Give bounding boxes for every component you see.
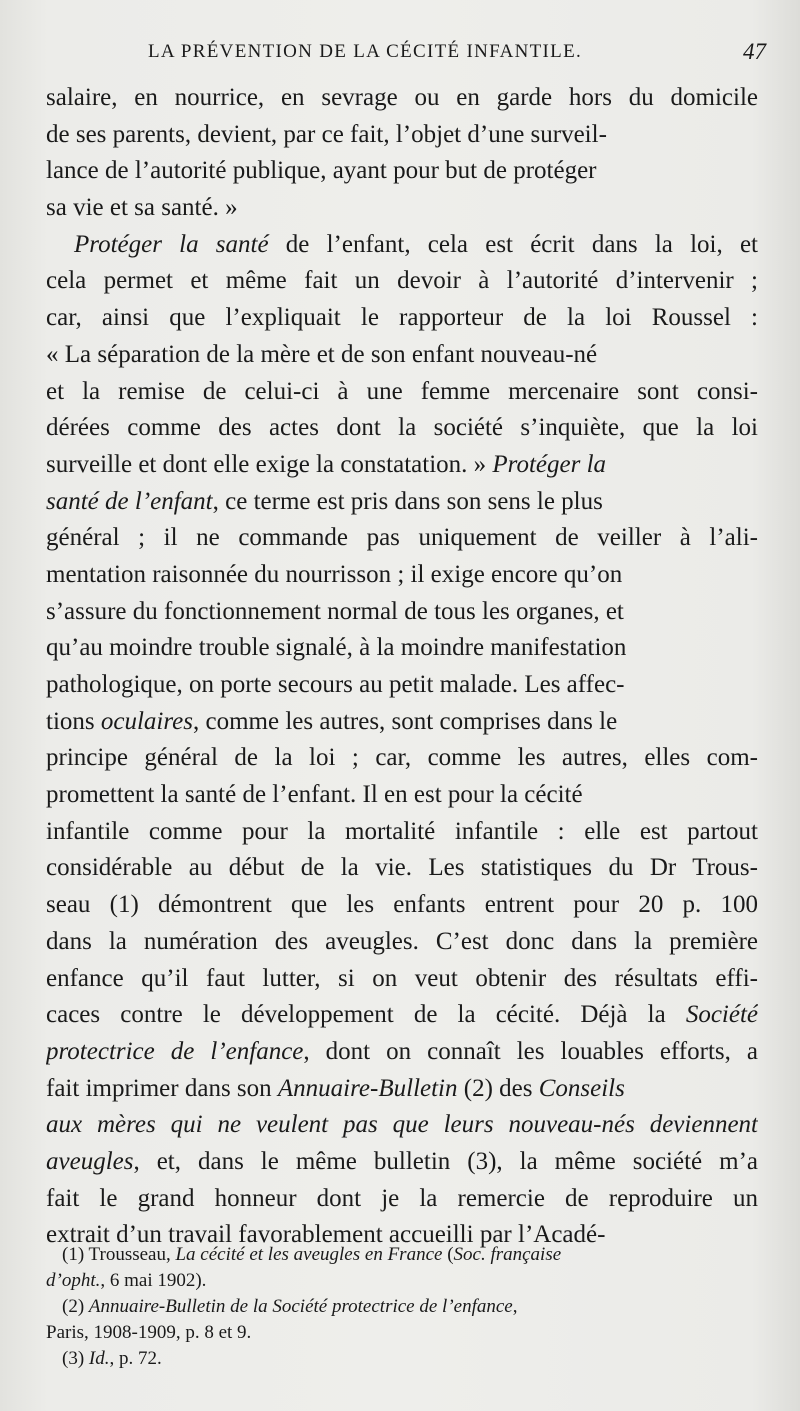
- text-line: lance de l’autorité publique, ayant pour but de protéger: [46, 157, 597, 185]
- emphasis: Protéger la santé: [74, 230, 269, 258]
- emphasis: Soc. française: [453, 1244, 562, 1265]
- text-line: « La séparation de la mère et de son enfant nouveau-né: [46, 340, 598, 368]
- text-line: sa vie et sa santé. »: [46, 194, 238, 222]
- emphasis: La cécité et les aveugles en France: [175, 1244, 443, 1265]
- emphasis: aveugles: [46, 1147, 134, 1175]
- emphasis: Id.: [88, 1348, 110, 1369]
- text-line: de ses parents, devient, par ce fait, l’objet d’une surveil-: [46, 120, 607, 148]
- footnote-line: (2) Annuaire-Bulletin de la Société protectrice de l’enfance,: [62, 1296, 518, 1317]
- text-line: Protéger la santé de l’enfant, cela est écrit dans la loi, et: [74, 230, 758, 258]
- body-text: [46, 80, 758, 1254]
- emphasis: Annuaire-Bulletin: [277, 1074, 458, 1102]
- text-line: pathologique, on porte secours au petit malade. Les affec-: [46, 671, 625, 698]
- text-line: et la remise de celui-ci à une femme mercenaire sont consi-: [46, 377, 758, 405]
- footnote-line: d’opht., 6 mai 1902).: [46, 1270, 207, 1291]
- text-line: général ; il ne commande pas uniquement de veiller à l’ali-: [46, 524, 758, 552]
- emphasis: protectrice de l’enfance: [46, 1037, 304, 1065]
- text-line: considérable au début de la vie. Les statistiques du Dr Trous-: [46, 854, 758, 882]
- text-line: cela permet et même fait un devoir à l’autorité d’intervenir ;: [46, 267, 758, 295]
- text-line: fait le grand honneur dont je la remercie de reproduire un: [46, 1184, 758, 1212]
- text-line: caces contre le développement de la cécité. Déjà la Société: [46, 1001, 758, 1029]
- text-line: protectrice de l’enfance, dont on connaît les louables efforts, a: [46, 1037, 758, 1065]
- text-line: tions oculaires, comme les autres, sont comprises dans le: [46, 707, 618, 735]
- footnote-line: (3) Id., p. 72.: [62, 1348, 162, 1369]
- emphasis: d’opht.: [46, 1270, 101, 1291]
- text-line: fait imprimer dans son Annuaire-Bulletin (2) des Conseils: [46, 1074, 625, 1102]
- text-line: extrait d’un travail favorablement accueilli par l’Acadé-: [46, 1221, 606, 1249]
- emphasis: oculaires: [100, 707, 193, 735]
- page-number: 47: [743, 39, 766, 64]
- text-line: enfance qu’il faut lutter, si on veut obtenir des résultats effi-: [46, 964, 758, 992]
- text-line: seau (1) démontrent que les enfants entrent pour 20 p. 100: [46, 891, 758, 919]
- text-line: [46, 1107, 758, 1144]
- text-line: principe général de la loi ; car, comme les autres, elles com-: [46, 744, 758, 772]
- text-line: dérées comme des actes dont la société s’inquiète, que la loi: [46, 414, 758, 442]
- text-line: santé de l’enfant, ce terme est pris dans son sens le plus: [46, 487, 603, 515]
- text-line: s’assure du fonctionnement normal de tous les organes, et: [46, 597, 624, 625]
- running-head: [0, 34, 800, 70]
- emphasis: Société: [685, 1001, 758, 1029]
- emphasis: Protéger la: [492, 450, 607, 478]
- emphasis: Annuaire-Bulletin de la Société protectrice de l’enfance: [88, 1296, 513, 1317]
- text-line: salaire, en nourrice, en sevrage ou en garde hors du domicile: [46, 84, 758, 111]
- footnote-line: (1) Trousseau, La cécité et les aveugles en France (Soc. française: [62, 1244, 562, 1265]
- running-title: LA PRÉVENTION DE LA CÉCITÉ INFANTILE.: [148, 41, 583, 62]
- text-line: aveugles, et, dans le même bulletin (3), la même société m’a: [46, 1147, 758, 1175]
- emphasis: Conseils: [538, 1074, 625, 1102]
- text-line: promettent la santé de l’enfant. Il en est pour la cécité: [46, 781, 583, 809]
- text-line: qu’au moindre trouble signalé, à la moindre manifestation: [46, 634, 627, 662]
- text-line: car, ainsi que l’expliquait le rapporteur de la loi Roussel :: [46, 304, 758, 332]
- text-line: dans la numération des aveugles. C’est donc dans la première: [46, 927, 758, 955]
- emphasis: santé de l’enfant: [46, 487, 213, 515]
- emphasis: aux mères qui ne veulent pas que leurs nouveau-nés deviennent: [46, 1111, 758, 1139]
- footnote-line: Paris, 1908-1909, p. 8 et 9.: [46, 1322, 252, 1343]
- text-line: surveille et dont elle exige la constatation. » Protéger la: [46, 450, 607, 478]
- text-line: infantile comme pour la mortalité infantile : elle est partout: [46, 817, 758, 845]
- footnotes: [46, 1242, 758, 1372]
- text-line: mentation raisonnée du nourrisson ; il exige encore qu’on: [46, 560, 623, 588]
